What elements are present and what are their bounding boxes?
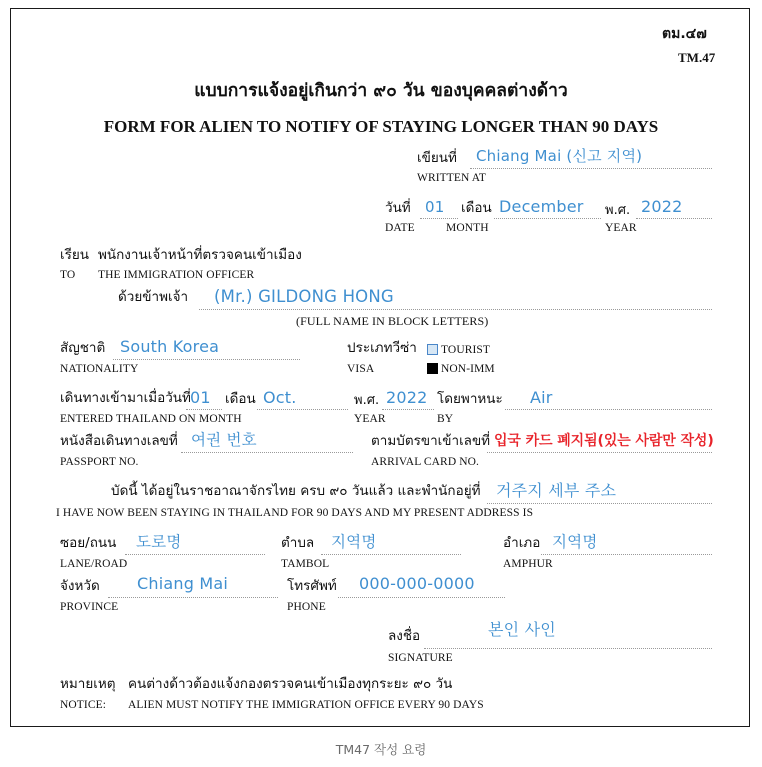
visa-option-non-imm-label: NON-IMM: [441, 363, 495, 375]
entry-year-label-english: YEAR: [354, 413, 386, 425]
present-address-statement-english: I HAVE NOW BEEN STAYING IN THAILAND FOR 90 DAYS AND MY PRESENT ADDRESS IS: [56, 507, 534, 519]
lane-value[interactable]: 도로명: [136, 533, 182, 551]
amphur-label-english: AMPHUR: [503, 558, 553, 570]
month-label-english: MONTH: [446, 222, 489, 234]
applicant-name-hint: (FULL NAME IN BLOCK LETTERS): [296, 314, 489, 328]
passport-label-thai: หนังสือเดินทางเลขที่: [60, 433, 178, 449]
notice-text-thai: คนต่างด้าวต้องแจ้งกองตรวจคนเข้าเมืองทุกระยะ ๙๐ วัน: [128, 676, 453, 692]
month-label-thai: เดือน: [461, 200, 492, 216]
applicant-label-thai: ด้วยข้าพเจ้า: [118, 289, 189, 305]
form-code-thai: ตม.๔๗: [662, 26, 707, 42]
nationality-label-thai: สัญชาติ: [60, 340, 106, 356]
written-at-label-thai: เขียนที่: [417, 150, 457, 166]
nationality-label-english: NATIONALITY: [60, 363, 139, 375]
immigration-officer-english: THE IMMIGRATION OFFICER: [98, 269, 255, 281]
signature-value[interactable]: 본인 사인: [488, 620, 556, 639]
present-address-statement-thai: บัดนี้ ได้อยู่ในราชอาณาจักรไทย ครบ ๙๐ วันแล้ว และพำนักอยู่ที่: [111, 483, 481, 499]
entry-month-rule: [257, 409, 348, 410]
tambol-label-thai: ตำบล: [281, 535, 315, 551]
visa-checkbox-non-imm[interactable]: [427, 363, 438, 374]
visa-label-thai: ประเภทวีซ่า: [347, 340, 417, 356]
form-title-english: FORM FOR ALIEN TO NOTIFY OF STAYING LONGER THAN 90 DAYS: [103, 117, 659, 136]
arrival-card-value[interactable]: 입국 카드 폐지됨(있는 사람만 작성): [494, 433, 714, 449]
entry-year-rule: [382, 409, 434, 410]
amphur-rule: [541, 554, 712, 555]
written-at-rule: [470, 168, 712, 169]
applicant-name-value[interactable]: (Mr.) GILDONG HONG: [214, 287, 394, 306]
entry-month-value[interactable]: Oct.: [263, 388, 297, 407]
present-address-value[interactable]: 거주지 세부 주소: [496, 481, 617, 500]
form-code-latin: TM.47: [678, 50, 716, 65]
year-label-thai: พ.ศ.: [605, 203, 631, 218]
entry-year-value[interactable]: 2022: [386, 388, 428, 407]
date-month-value[interactable]: December: [499, 197, 584, 216]
date-day-value[interactable]: 01: [425, 198, 445, 216]
date-year-value[interactable]: 2022: [641, 197, 683, 216]
signature-label-english: SIGNATURE: [388, 652, 453, 664]
phone-value[interactable]: 000-000-0000: [359, 574, 475, 593]
entry-day-rule: [186, 409, 222, 410]
province-rule: [108, 597, 278, 598]
tambol-rule: [321, 554, 461, 555]
date-year-rule: [636, 218, 712, 219]
province-label-thai: จังหวัด: [60, 578, 100, 594]
signature-rule: [424, 648, 712, 649]
immigration-officer-thai: พนักงานเจ้าหน้าที่ตรวจคนเข้าเมือง: [98, 247, 302, 263]
applicant-name-rule: [199, 309, 712, 310]
visa-label-english: VISA: [347, 363, 375, 375]
phone-rule: [338, 597, 505, 598]
passport-label-english: PASSPORT NO.: [60, 456, 139, 468]
entry-month-label-thai: เดือน: [225, 391, 256, 407]
amphur-value[interactable]: 지역명: [552, 533, 598, 551]
tambol-label-english: TAMBOL: [281, 558, 330, 570]
visa-option-tourist-label: TOURIST: [441, 344, 491, 356]
notice-label-thai: หมายเหตุ: [60, 676, 116, 692]
written-at-value[interactable]: Chiang Mai (신고 지역): [476, 147, 643, 165]
written-at-label-english: WRITTEN AT: [417, 172, 487, 184]
amphur-label-thai: อำเภอ: [503, 535, 541, 551]
entry-month-label-english: MONTH: [199, 413, 242, 425]
entry-day-value[interactable]: 01: [190, 388, 211, 407]
phone-label-english: PHONE: [287, 601, 326, 613]
entry-by-label-english: BY: [437, 413, 454, 425]
to-label-english: TO: [60, 269, 76, 281]
form-title-thai: แบบการแจ้งอยู่เกินกว่า ๙๐ วัน ของบุคคลต่างด้าว: [194, 81, 568, 101]
image-caption: TM47 작성 요령: [335, 742, 427, 757]
arrival-card-label-thai: ตามบัตรขาเข้าเลขที่: [371, 433, 491, 449]
tambol-value[interactable]: 지역명: [331, 533, 377, 551]
entry-by-label-thai: โดยพาหนะ: [437, 391, 503, 407]
passport-value[interactable]: 여권 번호: [191, 431, 257, 449]
arrival-card-label-english: ARRIVAL CARD NO.: [371, 456, 479, 468]
entry-year-label-thai: พ.ศ.: [354, 393, 380, 408]
date-month-rule: [494, 218, 601, 219]
signature-label-thai: ลงชื่อ: [388, 628, 421, 644]
notice-label-english: NOTICE:: [60, 699, 107, 711]
lane-label-thai: ซอย/ถนน: [60, 535, 117, 551]
to-label-thai: เรียน: [60, 247, 90, 263]
present-address-rule: [487, 503, 712, 504]
lane-label-english: LANE/ROAD: [60, 558, 128, 570]
arrival-card-rule: [487, 452, 712, 453]
nationality-rule: [113, 359, 300, 360]
entry-label-english: ENTERED THAILAND ON: [60, 413, 196, 425]
date-day-rule: [420, 218, 458, 219]
date-label-english: DATE: [385, 222, 415, 234]
phone-label-thai: โทรศัพท์: [287, 578, 337, 594]
notice-text-english: ALIEN MUST NOTIFY THE IMMIGRATION OFFICE EVERY 90 DAYS: [128, 699, 484, 711]
province-label-english: PROVINCE: [60, 601, 119, 613]
lane-rule: [125, 554, 265, 555]
year-label-english: YEAR: [605, 222, 637, 234]
passport-rule: [181, 452, 353, 453]
entry-by-value[interactable]: Air: [530, 388, 553, 407]
date-label-thai: วันที่: [385, 200, 411, 216]
entry-by-rule: [505, 409, 712, 410]
entry-label-thai: เดินทางเข้ามาเมื่อวันที่: [60, 390, 191, 406]
visa-checkbox-tourist[interactable]: [427, 344, 438, 355]
nationality-value[interactable]: South Korea: [120, 337, 220, 356]
province-value[interactable]: Chiang Mai: [137, 574, 228, 593]
